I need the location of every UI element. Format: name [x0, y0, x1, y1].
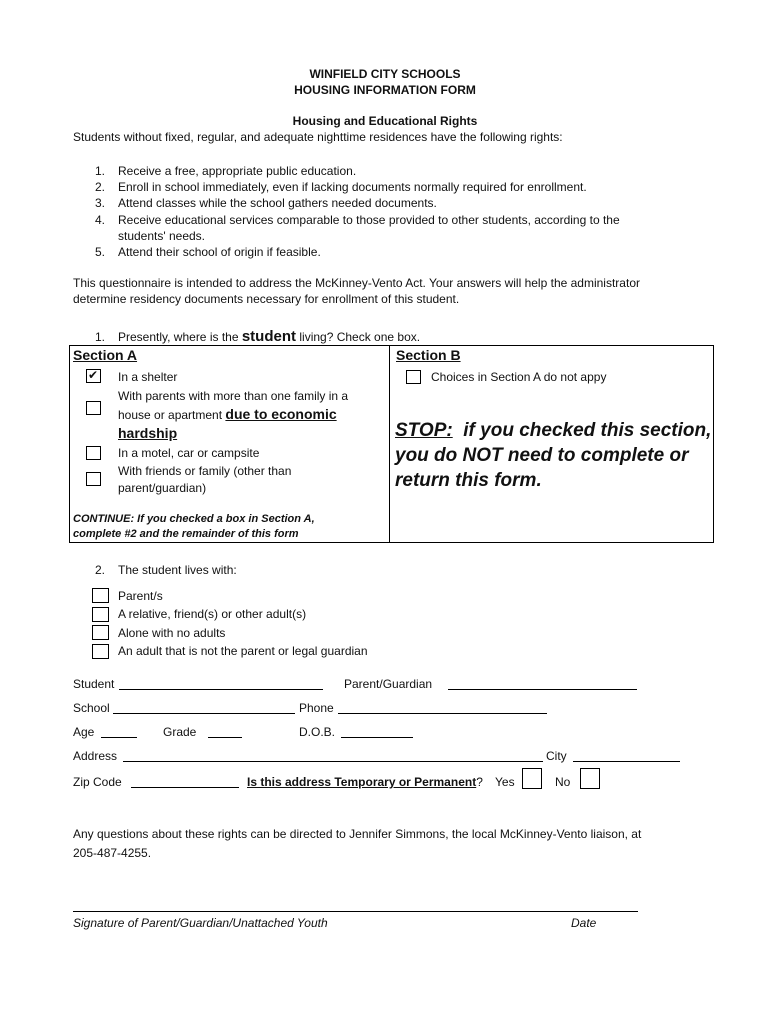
option-shared-housing-line3: hardship — [118, 425, 178, 441]
option-parents: Parent/s — [118, 589, 163, 603]
section-a-title: Section A — [73, 347, 138, 363]
grade-label: Grade — [163, 725, 197, 739]
stop-line-2: you do NOT need to complete or — [395, 445, 689, 466]
phone-field[interactable] — [338, 713, 547, 714]
option-friends-line1: With friends or family (other than — [118, 464, 292, 478]
signature-label: Signature of Parent/Guardian/Unattached Youth — [73, 916, 328, 930]
option-friends-line2: parent/guardian) — [118, 481, 207, 495]
dob-label: D.O.B. — [299, 725, 336, 739]
option-shelter: In a shelter — [118, 370, 178, 384]
zip-label: Zip Code — [73, 775, 122, 789]
school-field[interactable] — [113, 713, 295, 714]
city-label: City — [546, 749, 567, 763]
school-label: School — [73, 701, 110, 715]
other-adult-checkbox[interactable] — [92, 644, 109, 659]
parents-checkbox[interactable] — [92, 588, 109, 603]
address-label: Address — [73, 749, 118, 763]
parent-label: Parent/Guardian — [344, 677, 433, 691]
city-field[interactable] — [573, 761, 680, 762]
list-item: 2. Enroll in school immediately, even if lacking documents normally required for enrollment. — [95, 180, 587, 195]
list-item: 5. Attend their school of origin if feasible. — [95, 245, 321, 260]
phone-label: Phone — [299, 701, 334, 715]
age-field[interactable] — [101, 737, 137, 738]
purpose-line-2: determine residency documents necessary for enrollment of this student. — [73, 292, 460, 306]
table-divider — [389, 345, 390, 543]
section-b-checkbox[interactable] — [406, 370, 421, 384]
stop-line-1: STOP: if you checked this section, — [395, 420, 712, 441]
motel-checkbox[interactable] — [86, 446, 101, 460]
org-title: WINFIELD CITY SCHOOLS — [309, 67, 461, 81]
student-label: Student — [73, 677, 115, 691]
temp-perm-question: Is this address Temporary or Permanent? — [247, 775, 483, 789]
rights-list — [95, 163, 620, 260]
rights-heading: Housing and Educational Rights — [292, 114, 478, 128]
parent-field[interactable] — [448, 689, 637, 690]
option-shared-housing-line1: With parents with more than one family in a — [118, 389, 349, 403]
no-checkbox[interactable] — [580, 768, 600, 789]
yes-label: Yes — [495, 775, 515, 789]
list-item: 4. Receive educational services comparable to those provided to other students, according to the — [95, 212, 620, 227]
section-b-option: Choices in Section A do not appy — [431, 370, 607, 384]
option-motel: In a motel, car or campsite — [118, 446, 260, 460]
list-item: 1. Receive a free, appropriate public education. — [95, 164, 357, 178]
section-b-title: Section B — [396, 347, 461, 363]
alone-checkbox[interactable] — [92, 625, 109, 640]
option-other-adult: An adult that is not the parent or legal guardian — [118, 644, 368, 658]
grade-field[interactable] — [208, 737, 242, 738]
shared-housing-checkbox[interactable] — [86, 401, 101, 415]
friends-family-checkbox[interactable] — [86, 472, 101, 486]
question-2: 2. The student lives with: — [95, 563, 237, 577]
list-item: students' needs. — [118, 228, 206, 243]
student-field[interactable] — [119, 689, 323, 690]
option-alone: Alone with no adults — [118, 626, 226, 640]
date-label: Date — [571, 916, 597, 930]
address-field[interactable] — [123, 761, 543, 762]
age-label: Age — [73, 725, 95, 739]
student-emphasis: student — [241, 328, 297, 345]
zip-field[interactable] — [131, 787, 239, 788]
dob-field[interactable] — [341, 737, 413, 738]
purpose-line-1: This questionnaire is intended to address the McKinney-Vento Act. Your answers will help the administrator — [73, 276, 640, 290]
list-item: 3. Attend classes while the school gathers needed documents. — [95, 196, 437, 211]
rights-intro: Students without fixed, regular, and adequate nighttime residences have the following rights: — [73, 130, 563, 144]
relative-checkbox[interactable] — [92, 607, 109, 622]
stop-line-3: return this form. — [395, 470, 542, 491]
yes-checkbox[interactable] — [522, 768, 542, 789]
contact-line-2: 205-487-4255. — [73, 846, 152, 860]
no-label: No — [555, 775, 571, 789]
option-shared-housing-line2: house or apartment due to economic — [118, 406, 337, 422]
continue-line-1: CONTINUE: If you checked a box in Section A, — [73, 513, 315, 525]
option-relative: A relative, friend(s) or other adult(s) — [118, 607, 307, 621]
question-1: 1. Presently, where is the student living? Check one box. — [95, 328, 421, 345]
continue-line-2: complete #2 and the remainder of this form — [73, 528, 299, 540]
shelter-checkbox[interactable] — [86, 369, 101, 383]
form-title: HOUSING INFORMATION FORM — [294, 83, 476, 97]
contact-line-1: Any questions about these rights can be directed to Jennifer Simmons, the local McKinney-Vento liaison, at — [73, 827, 642, 841]
signature-line[interactable] — [73, 911, 638, 912]
